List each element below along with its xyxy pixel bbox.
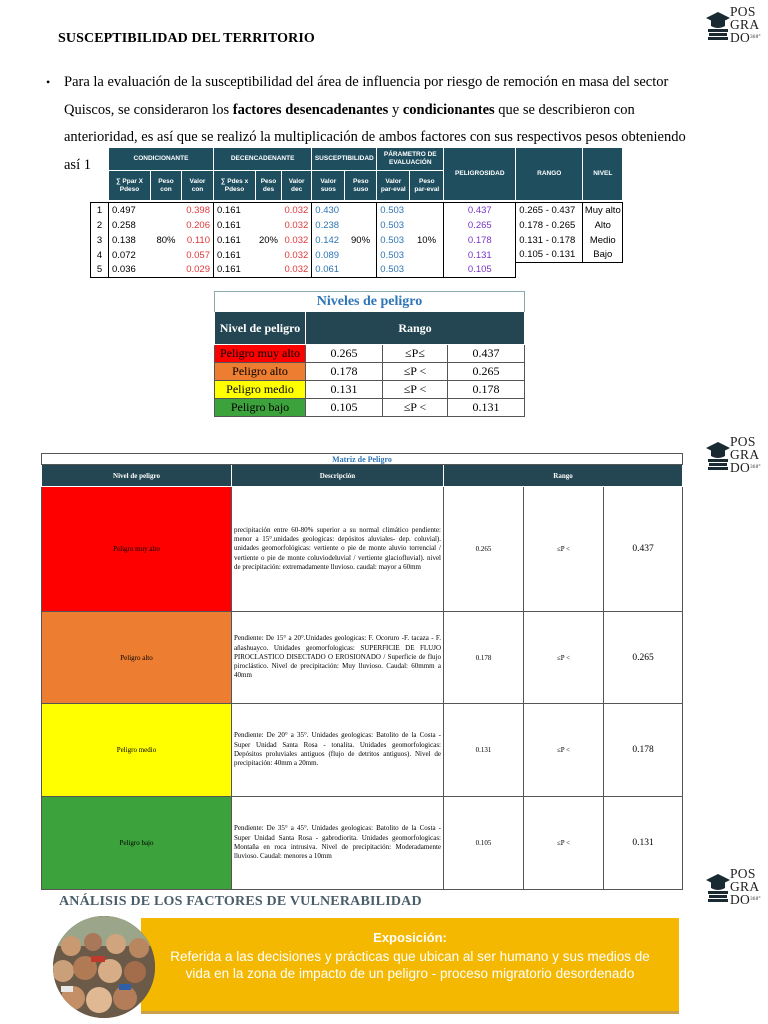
graduation-cap-icon — [705, 9, 731, 43]
subheader: Peso des — [256, 171, 282, 201]
bullet: • — [46, 75, 51, 89]
subheader: Valor con — [182, 171, 214, 201]
subheader: Valor par-eval — [377, 171, 410, 201]
table-row: 4 0.072 0.057 0.161 0.032 0.089 0.503 0.131 0.105 - 0.131 Bajo — [91, 248, 623, 263]
niveles-peligro-table — [214, 291, 525, 417]
header-parametro: PÁRAMETRO DE EVALUACIÓN — [377, 148, 444, 171]
header-nivel: Nivel de peligro — [42, 465, 232, 487]
table-row: Peligro alto 0.178 ≤P < 0.265 — [215, 363, 525, 381]
subheader: Peso par-eval — [410, 171, 444, 201]
subheader: ∑ Ppar X Pdeso — [109, 171, 151, 201]
subheader: Valor dec — [282, 171, 312, 201]
intro-paragraph: • Para la evaluación de la susceptibilidad del área de influencia por riesgo de remoción en masa del sector Quiscos, se consideraron los factores desencadenantes y condicionantes que se describieron con anterioridad, es así que se realizó la multiplicación de ambos factores con sus respectivos pesos obteniendo así 1 — [46, 69, 726, 179]
box-body: Referida a las decisiones y prácticas que ubican al ser humano y sus medios de vida en la zona de impacto de un peligro - proceso migratorio desordenado — [170, 949, 650, 981]
table-row: Peligro muy alto 0.265 ≤P≤ 0.437 — [215, 345, 525, 363]
table-row: 2 0.258 0.206 0.161 0.032 0.238 0.503 0.265 0.178 - 0.265 Alto — [91, 218, 623, 233]
crowd-photo — [53, 916, 155, 1018]
box-title: Exposición: — [373, 930, 447, 945]
section-title: ANÁLISIS DE LOS FACTORES DE VULNERABILIDAD — [59, 894, 422, 909]
header-susceptibilidad: SUSCEPTIBILIDAD — [312, 148, 377, 171]
peso-sus: 90% — [345, 203, 377, 278]
table-row: Peligro bajo Pendiente: De 35° a 45°. Unidades geologicas: Batolito de la Costa - Super Unidad Santa Rosa - gabrodiorita. Unidades geomorfologicas: Montaña en roca intrusiva. Nivel de precipitación: Moderadamente lluvioso. Caudal: menores a 10mm 0.105 ≤P < 0.131 — [42, 797, 683, 890]
table-row: Peligro alto Pendiente: De 15° a 20°.Unidades geologicas: F. Ocoruro -F. tacaza - F. añashuayco. Unidades geomorfologicas: SUPERFICIE DE FLUJO PIROCLASTICO DISECTADO O EROSIONADO / Superficie de flujo piroclástico. Nivel de precipitación: Muy lluvioso. Caudal: 60mmm a 40mm 0.178 ≤P < 0.265 — [42, 612, 683, 704]
subheader: Valor suos — [312, 171, 345, 201]
peso-des: 20% — [256, 203, 282, 278]
graduation-cap-icon — [705, 439, 731, 473]
table-row: Peligro medio 0.131 ≤P < 0.178 — [215, 381, 525, 399]
header-condicionante: CONDICIONANTE — [109, 148, 214, 171]
table-row: 1 0.497 80% 0.398 0.161 20% 0.032 0.430 90% 0.503 10% 0.437 0.265 - 0.437 Muy alto — [91, 203, 623, 218]
peso-con: 80% — [151, 203, 182, 278]
section-title: SUSCEPTIBILIDAD DEL TERRITORIO — [58, 31, 315, 46]
crowd-image — [53, 916, 155, 1018]
posgrado-logo: POS GRA $DO^{360^\circ}$ — [705, 867, 768, 907]
header-peligrosidad: PELIGROSIDAD — [444, 148, 516, 201]
table-caption: Matriz de Peligro — [42, 454, 683, 465]
susceptibility-table — [90, 147, 623, 278]
posgrado-logo: POS GRA $DO^{360^\circ}$ — [705, 435, 768, 475]
matriz-peligro-table — [41, 453, 683, 890]
subheader: Peso suso — [345, 171, 377, 201]
table-row: 5 0.036 0.029 0.161 0.032 0.061 0.503 0.105 — [91, 263, 623, 278]
graduation-cap-icon — [705, 871, 731, 905]
table-row: Peligro medio Pendiente: De 20° a 35°. Unidades geologicas: Batolito de la Costa - Super Unidad Santa Rosa - tonalita. Unidades geomorfologicas: Depósitos proluviales antiguos (flujo de detritos antiguos). Nivel de precipitación: 40mm a 20mm. 0.131 ≤P < 0.178 — [42, 704, 683, 797]
table-row: 3 0.138 0.110 0.161 0.032 0.142 0.503 0.178 0.131 - 0.178 Medio — [91, 233, 623, 248]
table-row: Peligro bajo 0.105 ≤P < 0.131 — [215, 399, 525, 417]
header-rango: RANGO — [516, 148, 583, 201]
header-descripcion: Descripción — [232, 465, 444, 487]
exposicion-box — [141, 918, 679, 1014]
subheader: Peso con — [151, 171, 182, 201]
peso-par: 10% — [410, 203, 444, 278]
table-row: Peligro muy alto precipitación entre 60-80% superior a su normal climático pendiente: menor a 15°.unidades geologicas: depósitos aluviales- dep. coluvial). unidades geomorfológicas: vertiente o pie de monte aluvio torrencial / vertiente o pie de monte coluviodeluvial / vertiente glaciofluvial). nivel de precipitación: extremadamente lluvioso. caudal: mayor a 60mm 0.265 ≤P < 0.437 — [42, 487, 683, 612]
posgrado-logo: POS GRA $DO^{360^\circ}$ — [705, 5, 768, 45]
header-decencadenante: DECENCADENANTE — [214, 148, 312, 171]
header-nivel: Nivel de peligro — [215, 312, 306, 345]
table-caption: Niveles de peligro — [215, 292, 525, 312]
header-nivel: NIVEL — [583, 148, 623, 201]
subheader: ∑ Pdes x Pdeso — [214, 171, 256, 201]
header-rango: Rango — [306, 312, 525, 345]
header-rango: Rango — [444, 465, 683, 487]
